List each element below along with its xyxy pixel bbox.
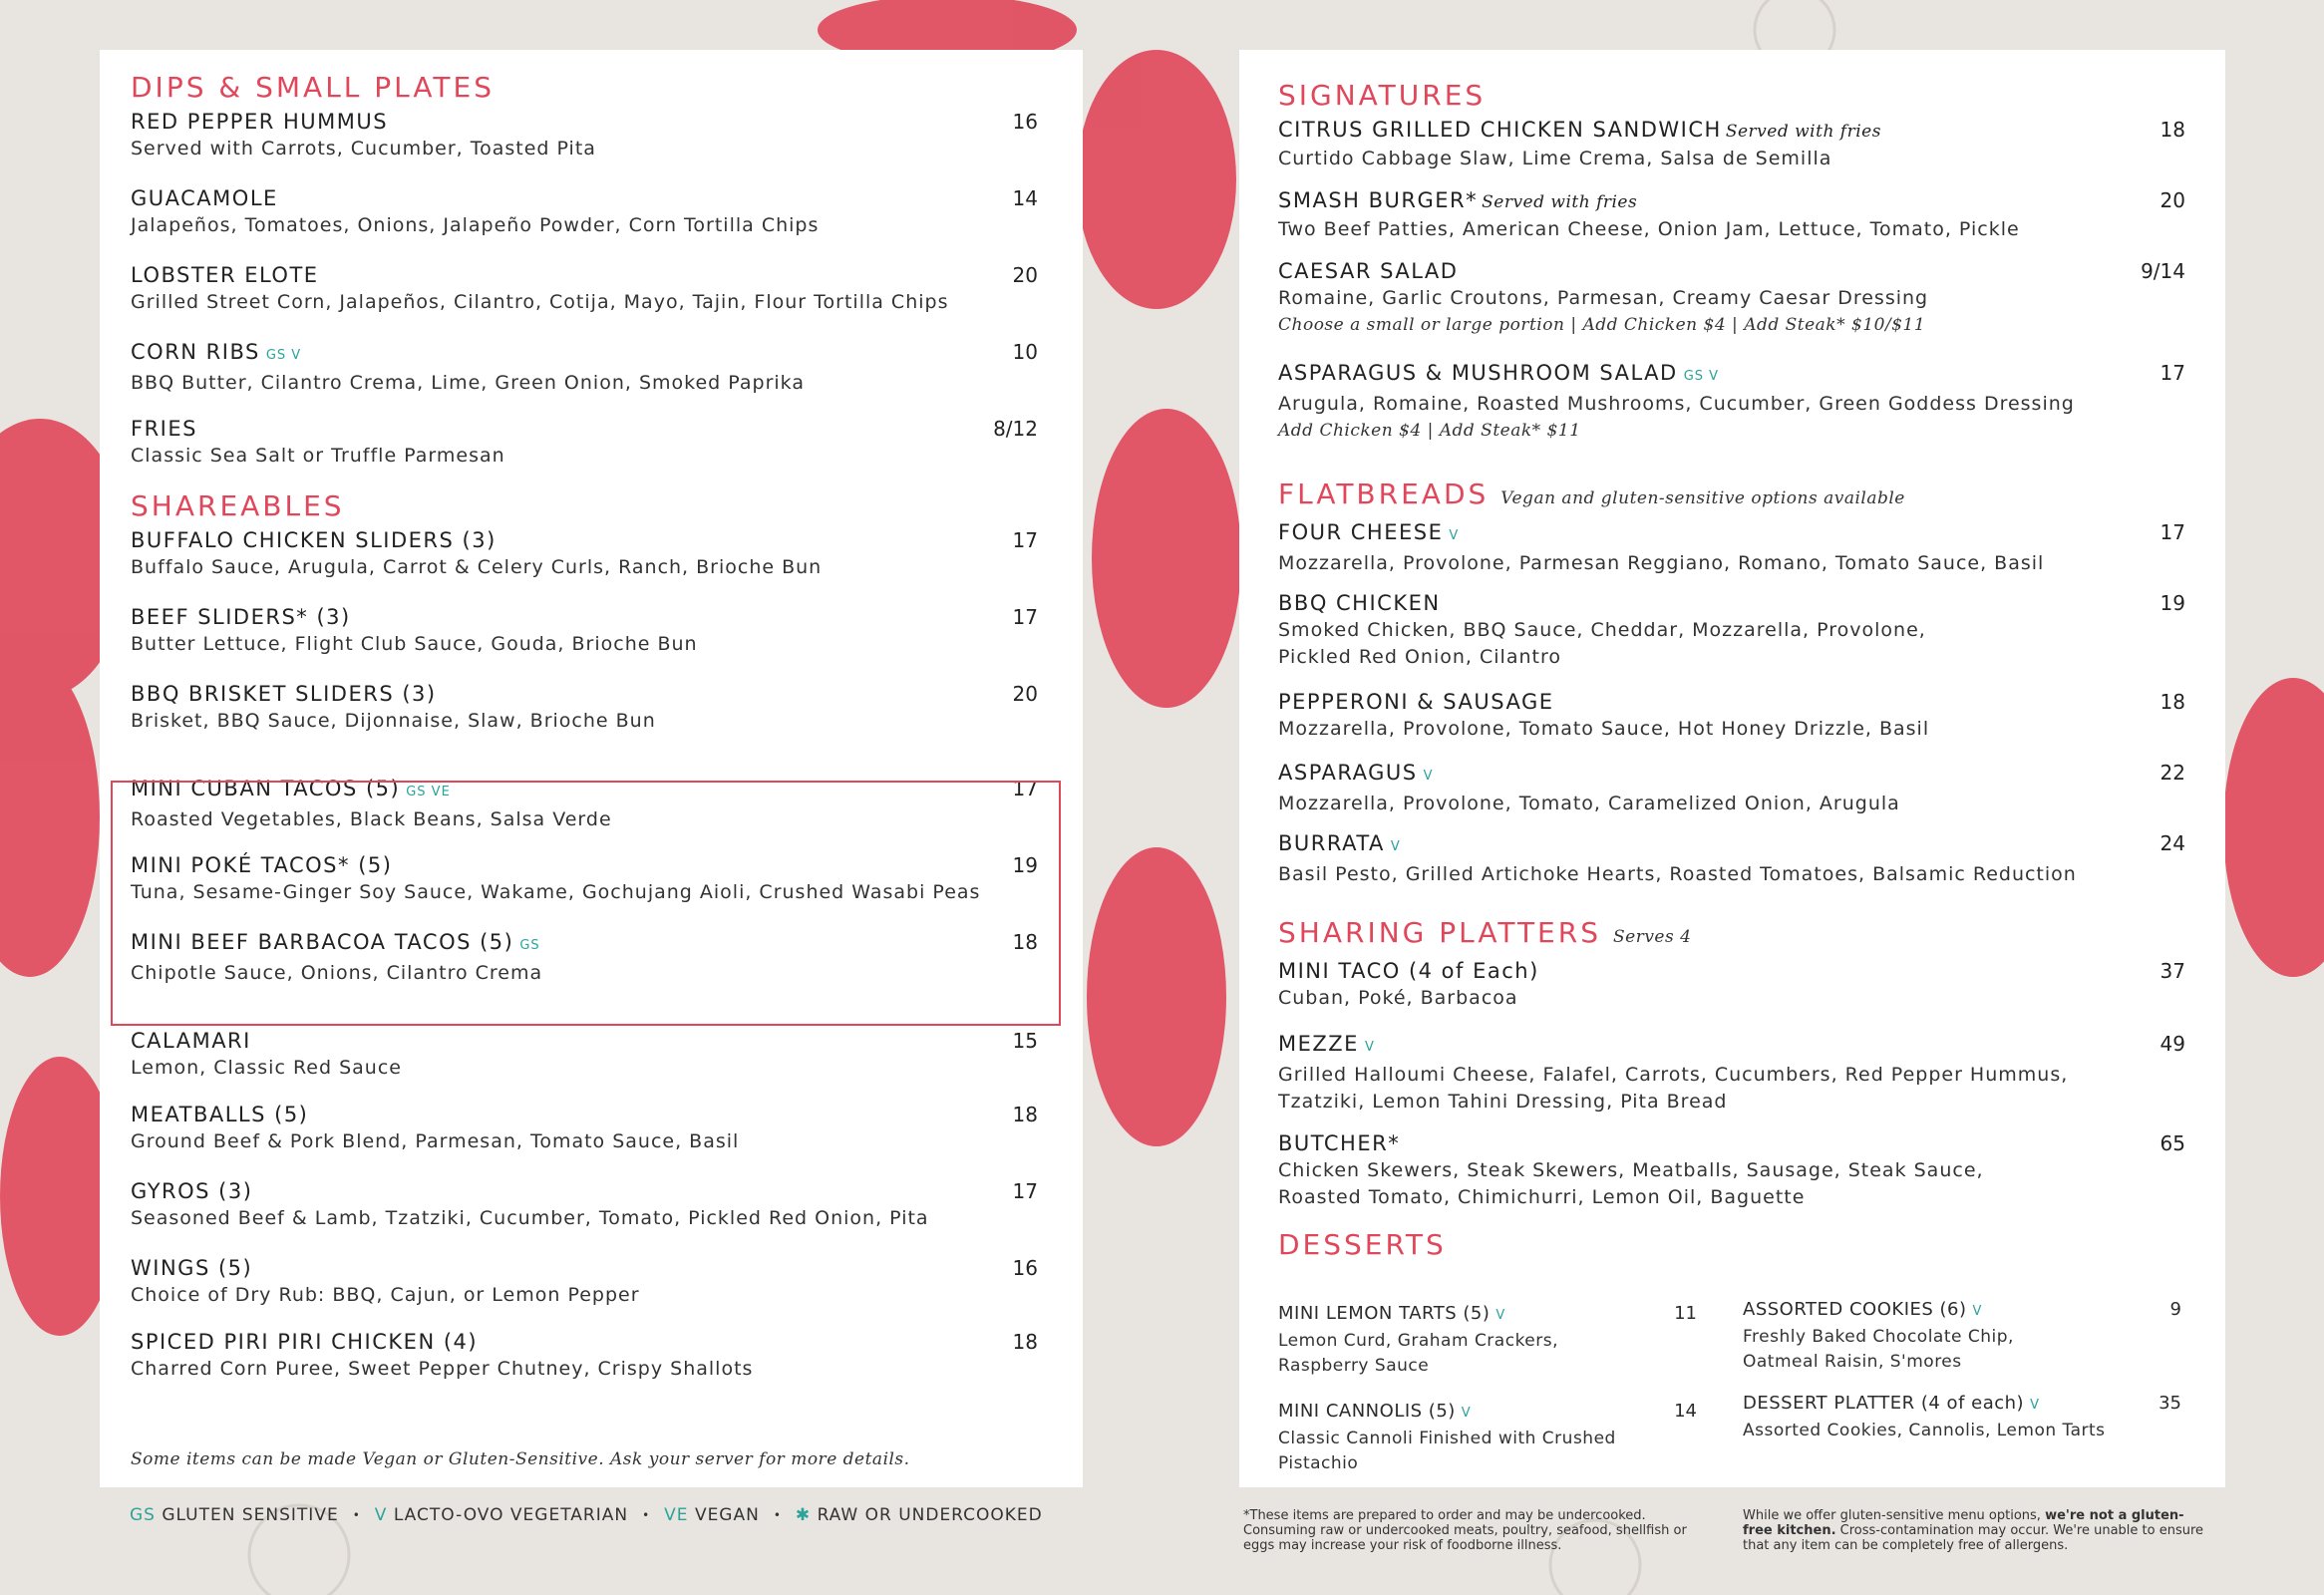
item-desc: Jalapeños, Tomatoes, Onions, Jalapeño Powder, Corn Tortilla Chips [131,214,820,236]
diet-tag: GS [519,938,540,953]
item-name-text: CITRUS GRILLED CHICKEN SANDWICH [1278,118,1722,142]
item-price: 16 [1012,110,1038,134]
legend-separator: • [352,1508,361,1522]
tacos-highlight-box [111,781,1061,1026]
item-price: 11 [1674,1303,1697,1324]
item-name-text: MINI CANNOLIS (5) [1278,1401,1456,1422]
item-name: GUACAMOLE [131,186,278,210]
menu-item [131,680,1083,775]
item-price: 20 [1012,682,1038,706]
item-desc: Romaine, Garlic Croutons, Parmesan, Creamy Caesar Dressing [1278,287,1929,309]
menu-item [1278,1030,2225,1129]
menu-item [1278,759,2225,829]
menu-item [1278,829,2225,915]
item-price: 17 [2159,520,2185,544]
menu-item [1278,518,2225,589]
item-name: MINI POKÉ TACOS* (5) [131,853,393,877]
item-desc: Ground Beef & Pork Blend, Parmesan, Tomato Sauce, Basil [131,1130,740,1152]
legend-code: GS [130,1505,156,1525]
item-name: BBQ CHICKEN [1278,591,1441,615]
section-title-platters [1278,915,2225,955]
menu-item [131,415,1083,488]
section-title-signatures: SIGNATURES [1278,79,1487,112]
item-inline-note: Served with fries [1482,192,1638,212]
item-name: BEEF SLIDERS* (3) [131,605,351,629]
item-price: 9/14 [2141,259,2185,283]
item-name: BUTCHER* [1278,1131,1401,1155]
menu-item [1278,116,2225,186]
item-desc: Arugula, Romaine, Roasted Mushrooms, Cucumber, Green Goddess Dressing [1278,393,2075,415]
item-price: 20 [1012,263,1038,287]
item-name: RED PEPPER HUMMUS [131,110,389,134]
diet-tag: GS V [1683,369,1720,384]
item-price: 49 [2159,1032,2185,1056]
item-desc: Chipotle Sauce, Onions, Cilantro Crema [131,962,543,984]
item-desc: Freshly Baked Chocolate Chip, [1743,1327,2014,1347]
item-name-text: BURRATA [1278,831,1385,855]
diet-tag: V [1972,1304,1983,1319]
item-name-text: ASPARAGUS & MUSHROOM SALAD [1278,361,1678,385]
menu-item [1278,688,2225,759]
item-name [1278,759,2225,791]
legend-code: VE [664,1505,689,1525]
item-name-text: MEZZE [1278,1032,1359,1056]
item-name [1278,1399,1697,1427]
item-price: 17 [1012,528,1038,552]
allergen-text-bold: we're not a gluten-free kitchen. [1743,1508,2184,1538]
item-desc: Butter Lettuce, Flight Club Sauce, Gouda, Brioche Bun [131,633,698,655]
item-name-text: ASPARAGUS [1278,761,1418,785]
menu-item [131,526,1083,603]
item-price: 17 [1012,777,1038,800]
item-desc: BBQ Butter, Cilantro Crema, Lime, Green Onion, Smoked Paprika [131,372,805,394]
item-name: BUFFALO CHICKEN SLIDERS (3) [131,528,497,552]
item-price: 14 [1674,1401,1697,1422]
section-title-shareables: SHAREABLES [131,489,345,522]
menu-item [1278,957,2225,1030]
item-desc: Tuna, Sesame-Ginger Soy Sauce, Wakame, Gochujang Aioli, Crushed Wasabi Peas [131,881,981,903]
item-name-text: MINI CUBAN TACOS (5) [131,777,401,800]
item-desc: Charred Corn Puree, Sweet Pepper Chutney, Crispy Shallots [131,1358,754,1380]
item-price: 15 [1012,1029,1038,1053]
item-desc: Smoked Chicken, BBQ Sauce, Cheddar, Mozzarella, Provolone, [1278,619,1926,641]
menu-item [1278,257,2225,359]
dessert-item [1278,1399,1697,1476]
item-inline-note: Served with fries [1725,122,1881,142]
item-name: LOBSTER ELOTE [131,263,319,287]
item-price: 17 [1012,1179,1038,1203]
menu-item [131,1101,1083,1177]
legend-label: LACTO-OVO VEGETARIAN [393,1505,629,1525]
section-note: Serves 4 [1612,927,1692,947]
item-desc-line2: Pickled Red Onion, Cilantro [1278,646,1561,668]
item-desc: Seasoned Beef & Lamb, Tzatziki, Cucumber, Tomato, Pickled Red Onion, Pita [131,1207,929,1229]
item-desc-line2: Raspberry Sauce [1278,1356,1430,1376]
item-price: 18 [1012,1330,1038,1354]
item-addon-note: Choose a small or large portion | Add Chicken $4 | Add Steak* $10/$11 [1278,315,1926,335]
section-note: Vegan and gluten-sensitive options available [1500,488,1905,508]
legend-separator: • [773,1508,782,1522]
item-desc: Served with Carrots, Cucumber, Toasted Pita [131,138,596,160]
legend-v [375,1505,628,1525]
item-name: GYROS (3) [131,1179,253,1203]
item-price: 18 [2159,118,2185,142]
item-desc: Curtido Cabbage Slaw, Lime Crema, Salsa de Semilla [1278,148,1832,169]
diet-tag: V [1423,769,1434,784]
diet-tag: V [1390,839,1401,854]
item-price: 14 [1012,186,1038,210]
item-name: MEATBALLS (5) [131,1103,309,1126]
desserts-col-right [1743,1297,2181,1443]
item-desc: Choice of Dry Rub: BBQ, Cajun, or Lemon Pepper [131,1284,640,1306]
item-desc-line2: Tzatziki, Lemon Tahini Dressing, Pita Bread [1278,1091,1728,1113]
allergen-disclaimer [1743,1508,2211,1553]
asterisk-icon: ✱ [795,1505,812,1525]
left-menu-panel [100,50,1083,1487]
item-name: CALAMARI [131,1029,251,1053]
menu-item [131,338,1083,415]
legend-separator: • [642,1508,651,1522]
item-price: 19 [1012,853,1038,877]
menu-item [1278,186,2225,257]
item-name: CAESAR SALAD [1278,259,1459,283]
undercooked-disclaimer: *These items are prepared to order and may be undercooked. Consuming raw or undercooked meats, poultry, seafood, shellfish or eggs may increase your risk of foodborne illness. [1243,1508,1687,1553]
item-desc: Mozzarella, Provolone, Tomato Sauce, Hot Honey Drizzle, Basil [1278,718,1930,740]
item-desc: Chicken Skewers, Steak Skewers, Meatballs, Sausage, Steak Sauce, [1278,1159,1984,1181]
item-name-text: FOUR CHEESE [1278,520,1444,544]
item-name [1278,186,2225,216]
item-name [1743,1391,2181,1419]
item-name: PEPPERONI & SAUSAGE [1278,690,1554,714]
item-price: 16 [1012,1256,1038,1280]
section-title-text: FLATBREADS [1278,478,1490,510]
section-title-desserts: DESSERTS [1278,1228,1447,1261]
item-name [131,338,1083,370]
menu-item [131,184,1083,261]
menu-item [131,1177,1083,1254]
dessert-item [1278,1301,1697,1399]
dietary-legend [130,1505,1043,1525]
item-name [1278,518,2225,550]
section-title-flatbreads [1278,477,2225,516]
item-desc: Roasted Vegetables, Black Beans, Salsa Verde [131,808,612,830]
dessert-item [1743,1391,2181,1443]
legend-gs [130,1505,339,1525]
menu-item [131,603,1083,680]
diet-tag: GS V [265,348,302,363]
item-name [1278,116,2225,146]
allergen-text-pre: While we offer gluten-sensitive menu options, [1743,1508,2046,1523]
item-name-text: DESSERT PLATTER (4 of each) [1743,1393,2025,1414]
item-name: MINI TACO (4 of Each) [1278,959,1539,983]
allergen-text-post: Cross-contamination may occur. We're unable to ensure that any item can be completely free of allergens. [1743,1523,2204,1553]
item-desc: Assorted Cookies, Cannolis, Lemon Tarts [1743,1421,2106,1440]
section-title-dips: DIPS & SMALL PLATES [131,71,495,104]
menu-item [1278,589,2225,688]
item-price: 10 [1012,340,1038,364]
item-name [1278,359,2225,391]
item-name-text: ASSORTED COOKIES (6) [1743,1299,1967,1320]
diet-tag: V [1449,528,1460,543]
diet-tag: V [1495,1308,1506,1323]
item-desc: Lemon, Classic Red Sauce [131,1057,402,1079]
item-price: 65 [2159,1131,2185,1155]
item-name: SPICED PIRI PIRI CHICKEN (4) [131,1330,479,1354]
item-desc: Classic Sea Salt or Truffle Parmesan [131,445,505,467]
item-price: 22 [2159,761,2185,785]
item-addon-note: Add Chicken $4 | Add Steak* $11 [1278,421,1581,441]
item-price: 35 [2158,1393,2181,1414]
item-desc-line2: Oatmeal Raisin, S'mores [1743,1352,1962,1372]
item-name [1278,1301,1697,1329]
item-price: 9 [2169,1299,2181,1320]
menu-item [131,108,1083,184]
item-price: 17 [2159,361,2185,385]
item-desc: Brisket, BBQ Sauce, Dijonnaise, Slaw, Brioche Bun [131,710,656,732]
item-name [1743,1297,2181,1325]
dessert-item [1743,1297,2181,1391]
item-name-text: CORN RIBS [131,340,260,364]
item-price: 24 [2159,831,2185,855]
menu-item [131,1254,1083,1328]
legend-label: RAW OR UNDERCOOKED [817,1505,1043,1525]
item-price: 18 [1012,1103,1038,1126]
diet-tag: GS VE [406,785,451,799]
menu-item [1278,1129,2225,1227]
item-desc: Cuban, Poké, Barbacoa [1278,987,1518,1009]
item-name [1278,1030,2225,1062]
item-desc: Grilled Halloumi Cheese, Falafel, Carrots, Cucumbers, Red Pepper Hummus, [1278,1064,2069,1086]
item-price: 8/12 [993,417,1038,441]
item-desc: Lemon Curd, Graham Crackers, [1278,1331,1559,1351]
vegan-gs-note: Some items can be made Vegan or Gluten-Sensitive. Ask your server for more details. [131,1449,910,1469]
item-desc-line2: Roasted Tomato, Chimichurri, Lemon Oil, Baguette [1278,1186,1806,1208]
desserts-col-left [1278,1301,1697,1476]
item-name-text: MINI LEMON TARTS (5) [1278,1303,1491,1324]
legend-label: GLUTEN SENSITIVE [162,1505,339,1525]
menu-item [131,261,1083,338]
right-menu-panel [1239,50,2225,1487]
menu-item [1278,359,2225,477]
item-name-text: SMASH BURGER* [1278,188,1479,212]
item-desc: Buffalo Sauce, Arugula, Carrot & Celery Curls, Ranch, Brioche Bun [131,556,823,578]
item-desc: Basil Pesto, Grilled Artichoke Hearts, Roasted Tomatoes, Balsamic Reduction [1278,863,2077,885]
item-desc: Two Beef Patties, American Cheese, Onion Jam, Lettuce, Tomato, Pickle [1278,218,2020,240]
item-price: 18 [1012,930,1038,954]
legend-label: VEGAN [694,1505,760,1525]
item-price: 37 [2159,959,2185,983]
diet-tag: V [1364,1040,1375,1055]
item-price: 18 [2159,690,2185,714]
item-price: 19 [2159,591,2185,615]
menu-item [131,1027,1083,1101]
item-name-text: MINI BEEF BARBACOA TACOS (5) [131,930,514,954]
item-name: FRIES [131,417,197,441]
legend-raw [796,1505,1043,1525]
item-desc: Classic Cannoli Finished with Crushed Pistachio [1278,1429,1616,1473]
item-desc: Grilled Street Corn, Jalapeños, Cilantro, Cotija, Mayo, Tajin, Flour Tortilla Chips [131,291,949,313]
menu-item [131,1328,1083,1402]
item-desc: Mozzarella, Provolone, Tomato, Caramelized Onion, Arugula [1278,793,1900,814]
item-name [1278,829,2225,861]
item-name: BBQ BRISKET SLIDERS (3) [131,682,437,706]
diet-tag: V [1461,1406,1472,1421]
item-desc: Mozzarella, Provolone, Parmesan Reggiano, Romano, Tomato Sauce, Basil [1278,552,2045,574]
item-name: WINGS (5) [131,1256,253,1280]
item-price: 20 [2159,188,2185,212]
item-price: 17 [1012,605,1038,629]
section-title-text: SHARING PLATTERS [1278,916,1601,949]
legend-ve [664,1505,760,1525]
legend-code: V [374,1505,388,1525]
diet-tag: V [2030,1398,2040,1413]
